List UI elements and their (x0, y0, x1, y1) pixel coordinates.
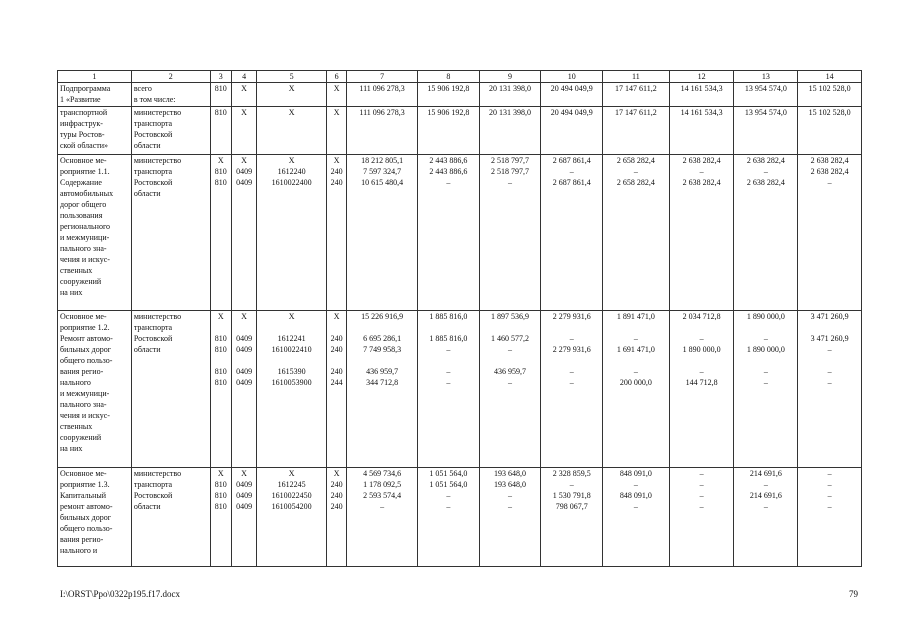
table-cell: 17 147 611,2 (603, 107, 670, 155)
table-cell: Основное ме- роприятие 1.1. Содержание автомобильных дорог общего пользования регионального и межмуници- пального зна- чения и искус- ственных сооружений на них (58, 155, 132, 311)
table-cell: X 240 240 240 (326, 468, 346, 567)
table-cell: Подпрограмма 1 «Развитие (58, 83, 132, 107)
table-cell: 20 131 398,0 (479, 83, 541, 107)
table-cell: X (326, 107, 346, 155)
table-cell: 14 161 534,3 (669, 107, 734, 155)
table-row (58, 155, 862, 311)
table-cell: 15 906 192,8 (417, 83, 479, 107)
table-cell: X 240 240 (326, 155, 346, 311)
table-cell: X 0409 0409 0409 (231, 468, 256, 567)
table-row (58, 107, 862, 155)
table-cell: 20 131 398,0 (479, 107, 541, 155)
table-cell: 1 897 536,9 1 460 577,2 – 436 959,7 – (479, 311, 541, 468)
table-cell: 2 658 282,4 – 2 658 282,4 (603, 155, 670, 311)
table-cell: всего в том числе: (131, 83, 210, 107)
table-cell: X 810 810 (210, 155, 231, 311)
table-cell: 4 569 734,6 1 178 092,5 2 593 574,4 – (347, 468, 418, 567)
table-cell: X (231, 107, 256, 155)
column-number: 14 (798, 71, 862, 83)
table-cell: министерство транспорта Ростовской области (131, 311, 210, 468)
table-cell: 15 226 916,9 6 695 286,1 7 749 958,3 436 959,7 344 712,8 (347, 311, 418, 468)
table-cell: 1 051 564,0 1 051 564,0 – – (417, 468, 479, 567)
table-cell: 810 (210, 107, 231, 155)
table-cell: X 240 240 240 244 (326, 311, 346, 468)
table-cell: 20 494 049,9 (541, 107, 603, 155)
table-row (58, 83, 862, 107)
table-cell: 17 147 611,2 (603, 83, 670, 107)
table-cell: X 1612245 1610022450 1610054200 (257, 468, 327, 567)
budget-table-sheet (57, 70, 862, 584)
column-number: 7 (347, 71, 418, 83)
table-row (58, 311, 862, 468)
table-cell: 2 443 886,6 2 443 886,6 – (417, 155, 479, 311)
table-cell: 848 091,0 – 848 091,0 – (603, 468, 670, 567)
table-cell: 2 638 282,4 – 2 638 282,4 (734, 155, 798, 311)
table-cell: министерство транспорта Ростовской области (131, 155, 210, 311)
table-cell: X 810 810 810 (210, 468, 231, 567)
column-number: 1 (58, 71, 132, 83)
table-cell: 2 279 931,6 – 2 279 931,6 – – (541, 311, 603, 468)
table-cell: 2 687 861,4 – 2 687 861,4 (541, 155, 603, 311)
table-cell: 18 212 805,1 7 597 324,7 10 615 480,4 (347, 155, 418, 311)
column-number: 3 (210, 71, 231, 83)
column-number: 9 (479, 71, 541, 83)
table-row (58, 468, 862, 567)
table-cell: X 1612241 1610022410 1615390 1610053900 (257, 311, 327, 468)
table-cell: 193 648,0 193 648,0 – – (479, 468, 541, 567)
table-cell: транспортной инфраструк- туры Ростов- ской области» (58, 107, 132, 155)
column-number: 13 (734, 71, 798, 83)
table-cell: X 0409 0409 (231, 155, 256, 311)
table-cell: 2 638 282,4 2 638 282,4 – (798, 155, 862, 311)
document-file-path: I:\ORST\Ppo\0322p195.f17.docx (60, 589, 181, 599)
table-cell: 111 096 278,3 (347, 83, 418, 107)
table-cell: 15 102 528,0 (798, 83, 862, 107)
table-cell: 111 096 278,3 (347, 107, 418, 155)
table-cell: министерство транспорта Ростовской области (131, 107, 210, 155)
table-cell: 1 891 471,0 – 1 691 471,0 – 200 000,0 (603, 311, 670, 468)
table-cell: 15 906 192,8 (417, 107, 479, 155)
column-number: 11 (603, 71, 670, 83)
table-cell: X (231, 83, 256, 107)
budget-table (57, 70, 862, 567)
table-cell: X 1612240 1610022400 (257, 155, 327, 311)
page-number: 79 (849, 589, 858, 599)
table-cell: Основное ме- роприятие 1.3. Капитальный ремонт автомо- бильных дорог общего пользо- вания регио- нального и (58, 468, 132, 567)
table-cell: 1 885 816,0 1 885 816,0 – – – (417, 311, 479, 468)
table-cell: 20 494 049,9 (541, 83, 603, 107)
table-cell: 3 471 260,9 3 471 260,9 – – – (798, 311, 862, 468)
table-cell: министерство транспорта Ростовской области (131, 468, 210, 567)
column-number: 4 (231, 71, 256, 83)
table-cell: Основное ме- роприятие 1.2. Ремонт автомо- бильных дорог общего пользо- вания регио- нального и межмуници- пального зна- чения и искус- ственных сооружений на них (58, 311, 132, 468)
table-cell: X 810 810 810 810 (210, 311, 231, 468)
table-cell: 1 890 000,0 – 1 890 000,0 – – (734, 311, 798, 468)
table-cell: 810 (210, 83, 231, 107)
column-number: 2 (131, 71, 210, 83)
table-cell: 2 034 712,8 – 1 890 000,0 – 144 712,8 (669, 311, 734, 468)
table-cell: 2 328 859,5 – 1 530 791,8 798 067,7 (541, 468, 603, 567)
column-number: 8 (417, 71, 479, 83)
table-cell: 13 954 574,0 (734, 83, 798, 107)
table-cell: X (257, 107, 327, 155)
table-cell: 14 161 534,3 (669, 83, 734, 107)
column-number: 6 (326, 71, 346, 83)
table-cell: X (257, 83, 327, 107)
table-cell: 214 691,6 – 214 691,6 – (734, 468, 798, 567)
table-cell: 2 638 282,4 – 2 638 282,4 (669, 155, 734, 311)
column-number: 10 (541, 71, 603, 83)
column-number-row (58, 71, 862, 83)
table-cell: – – – – (798, 468, 862, 567)
table-cell: 13 954 574,0 (734, 107, 798, 155)
table-cell: 2 518 797,7 2 518 797,7 – (479, 155, 541, 311)
column-number: 5 (257, 71, 327, 83)
table-cell: X 0409 0409 0409 0409 (231, 311, 256, 468)
table-cell: – – – – (669, 468, 734, 567)
table-cell: 15 102 528,0 (798, 107, 862, 155)
column-number: 12 (669, 71, 734, 83)
table-cell: X (326, 83, 346, 107)
